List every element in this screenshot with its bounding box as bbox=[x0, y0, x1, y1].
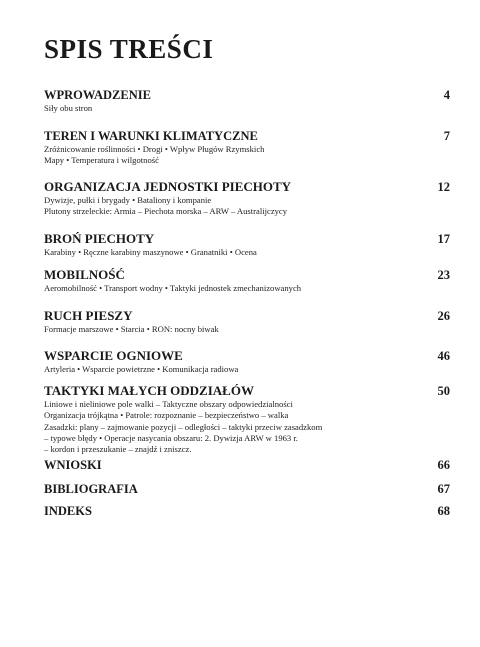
toc-entry-page: 26 bbox=[437, 309, 450, 323]
toc-entry-wprowadzenie[interactable] bbox=[44, 88, 450, 114]
toc-entry-title: TEREN I WARUNKI KLIMATYCZNE bbox=[44, 129, 258, 143]
toc-entry-bibliografia[interactable] bbox=[44, 482, 450, 496]
toc-entry-subtopics: Mapy • Temperatura i wilgotność bbox=[44, 155, 159, 166]
toc-entry-subtopics: Formacje marszowe • Starcia • RON: nocny biwak bbox=[44, 324, 219, 334]
toc-entry-page: 68 bbox=[437, 504, 450, 518]
toc-entry-subtopics: Liniowe i nieliniowe pole walki – Taktyczne obszary odpowiedzialności bbox=[44, 399, 293, 409]
toc-entry-page: 4 bbox=[443, 88, 450, 102]
toc-entry-page: 46 bbox=[437, 349, 450, 363]
toc-entry-subtopics: Dywizje, pułki i brygady • Bataliony i kompanie bbox=[44, 195, 212, 205]
toc-entry-subtopics: Zasadzki: plany – zajmowanie pozycji – odległości – taktyki przeciw zasadzkom bbox=[44, 421, 323, 432]
toc-entry-page: 50 bbox=[437, 384, 450, 398]
toc-entry-taktyki[interactable] bbox=[44, 384, 450, 455]
toc-entry-title: WSPARCIE OGNIOWE bbox=[44, 348, 183, 363]
toc-entry-indeks[interactable] bbox=[44, 504, 450, 518]
toc-entry-page: 7 bbox=[443, 129, 450, 143]
toc-entry-organizacja[interactable] bbox=[44, 180, 450, 218]
toc-entry-ruch-pieszy[interactable] bbox=[44, 309, 450, 335]
toc-entry-title: WPROWADZENIE bbox=[44, 88, 151, 102]
toc-entry-subtopics: Organizacja trójkątna • Patrole: rozpoznanie – bezpieczeństwo – walka bbox=[44, 410, 289, 421]
toc-entry-title: ORGANIZACJA JEDNOSTKI PIECHOTY bbox=[44, 179, 292, 194]
toc-entry-page: 66 bbox=[437, 458, 450, 472]
toc-entry-subtopics: Siły obu stron bbox=[44, 103, 93, 113]
toc-entry-title: BROŃ PIECHOTY bbox=[44, 231, 155, 246]
toc-entry-title: TAKTYKI MAŁYCH ODDZIAŁÓW bbox=[44, 383, 254, 398]
toc-entry-subtopics: Plutony strzeleckie: Armia – Piechota morska – ARW – Australijczycy bbox=[44, 206, 288, 217]
toc-entry-subtopics: – typowe błędy • Operacje nasycania obszaru: 2. Dywizja ARW w 1963 r. bbox=[44, 432, 298, 443]
toc-entry-subtopics: Zróżnicowanie roślinności • Drogi • Wpływ Pługów Rzymskich bbox=[44, 144, 265, 154]
toc-entry-wnioski[interactable] bbox=[44, 458, 450, 472]
toc-entry-title: MOBILNOŚĆ bbox=[44, 267, 125, 282]
toc-entry-subtopics: Aeromobilność • Transport wodny • Taktyki jednostek zmechanizowanych bbox=[44, 283, 302, 293]
toc-entry-title: INDEKS bbox=[44, 504, 92, 518]
toc-entry-title: BIBLIOGRAFIA bbox=[44, 482, 138, 496]
toc-entry-teren[interactable] bbox=[44, 129, 450, 167]
toc-entry-subtopics: Artyleria • Wsparcie powietrzne • Komunikacja radiowa bbox=[44, 364, 239, 374]
toc-entry-page: 12 bbox=[437, 180, 450, 194]
toc-entry-subtopics: Karabiny • Ręczne karabiny maszynowe • Granatniki • Ocena bbox=[44, 247, 257, 257]
toc-entry-mobilnosc[interactable] bbox=[44, 268, 450, 294]
toc-entry-title: WNIOSKI bbox=[44, 458, 102, 472]
toc-entry-subtopics: – kordon i przeszukanie – znajdź i zniszcz. bbox=[44, 444, 192, 455]
toc-entry-page: 17 bbox=[437, 232, 450, 246]
page-title: SPIS TREŚCI bbox=[44, 34, 214, 64]
toc-entry-bron[interactable] bbox=[44, 232, 450, 258]
toc-entry-page: 67 bbox=[437, 482, 450, 496]
toc-entry-wsparcie-ogniowe[interactable] bbox=[44, 349, 450, 375]
toc-entry-title: RUCH PIESZY bbox=[44, 308, 133, 323]
toc-entry-page: 23 bbox=[437, 268, 450, 282]
